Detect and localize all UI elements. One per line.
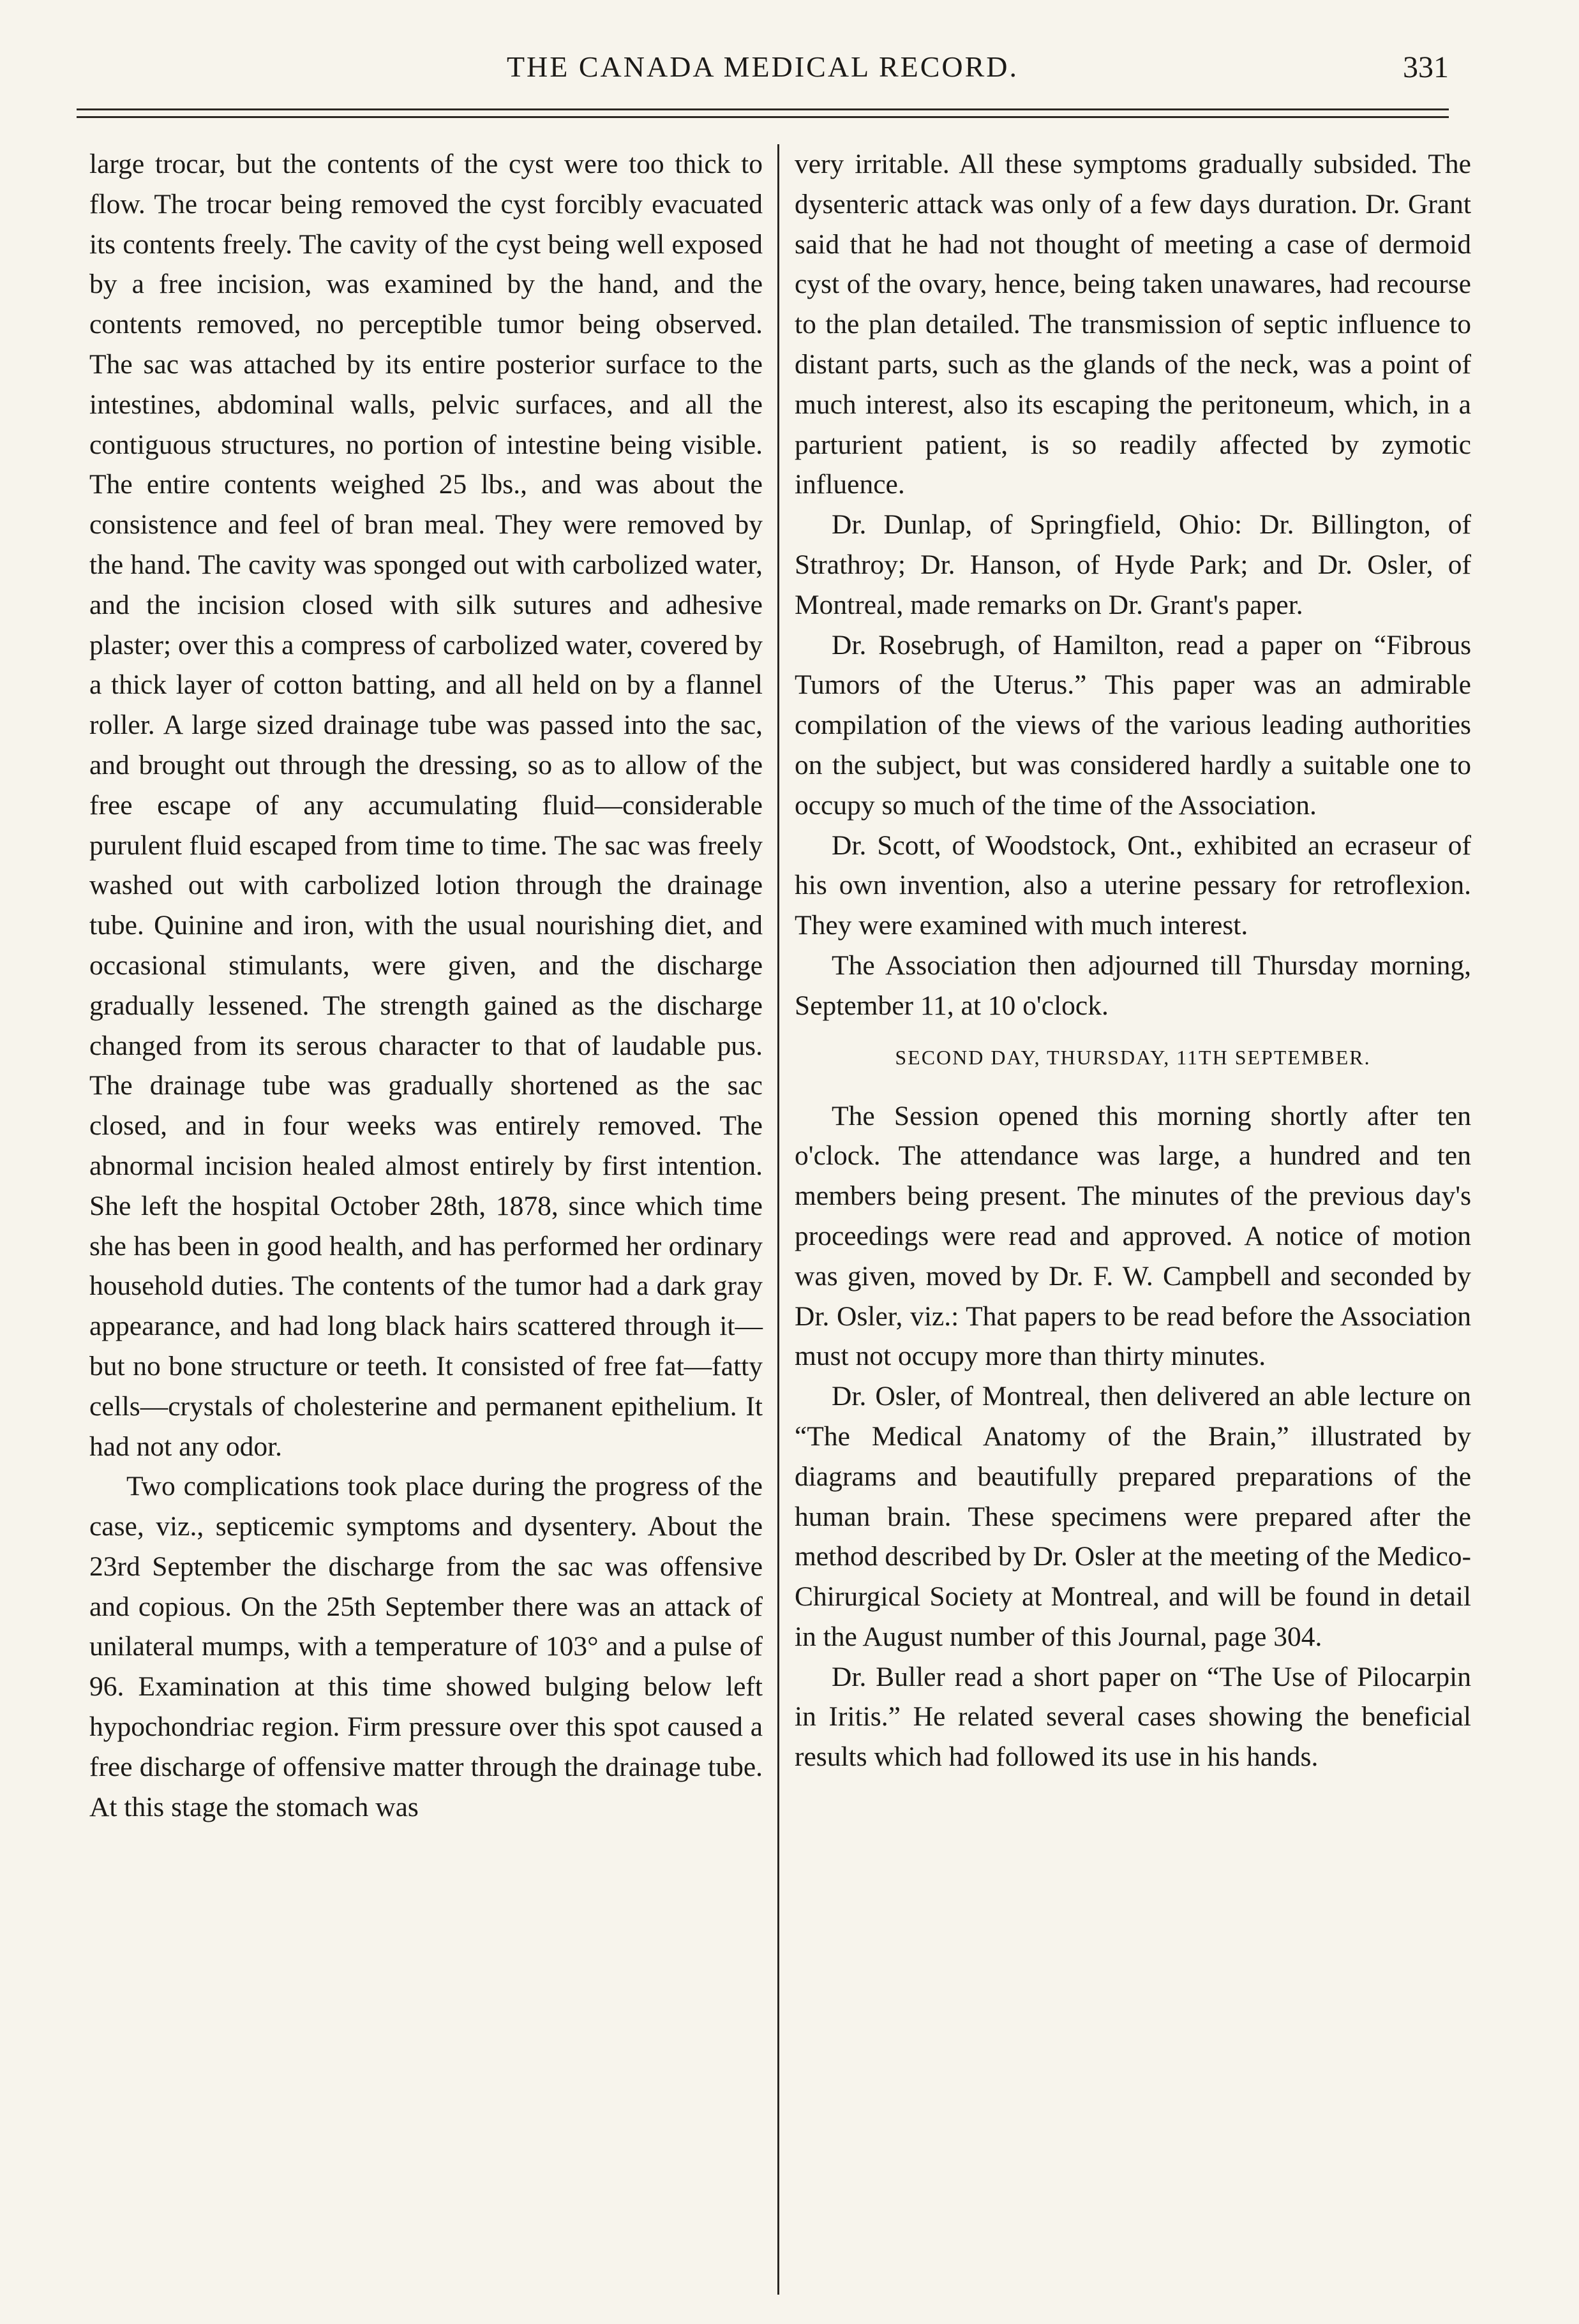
right-paragraph-4: Dr. Scott, of Woodstock, Ont., exhibited an ecraseur of his own invention, also a uterine pessary for retroflexion. They were examined with much interest.	[795, 830, 1471, 941]
right-paragraph-7: Dr. Osler, of Montreal, then delivered an able lecture on “The Medical Anatomy of the Brain,” illustrated by diagrams and beautifully prepared preparations of the human brain. These specimens were prepared after the method described by Dr. Osler at the meeting of the Medico-Chirurgical Society at Montreal, and will be found in detail in the August number of this Journal, page 304.	[795, 1381, 1471, 1652]
right-column	[795, 144, 1471, 1777]
journal-title: THE CANADA MEDICAL RECORD.	[506, 50, 1019, 83]
left-paragraph-1: large trocar, but the contents of the cyst were too thick to flow. The trocar being removed the cyst forcibly evacuated its contents freely. The cavity of the cyst being well exposed by a free incision, was examined by the hand, and the contents removed, no perceptible tumor being observed. The sac was attached by its entire posterior surface to the intestines, abdominal walls, pelvic surfaces, and all the contiguous structures, no portion of intestine being visible. The entire contents weighed 25 lbs., and was about the consistence and feel of bran meal. They were removed by the hand. The cavity was sponged out with carbolized water, and the incision closed with silk sutures and adhesive plaster; over this a compress of carbolized water, covered by a thick layer of cotton batting, and all held on by a flannel roller. A large sized drainage tube was passed into the sac, and brought out through the dressing, so as to allow of the free escape of any accumulating fluid—considerable purulent fluid escaped from time to time. The sac was freely washed out with carbolized lotion through the drainage tube. Quinine and iron, with the usual nourishing diet, and occasional stimulants, were given, and the discharge gradually lessened. The strength gained as the discharge changed from its serous character to that of laudable pus. The drainage tube was gradually shortened as the sac closed, and in four weeks was entirely removed. The abnormal incision healed almost entirely by first intention. She left the hospital October 28th, 1878, since which time she has been in good health, and has performed her ordinary household duties. The contents of the tumor had a dark gray appearance, and had long black hairs scattered through it—but no bone structure or teeth. It consisted of free fat—fatty cells—crystals of cholesterine and permanent epithelium. It had not any odor.	[89, 149, 763, 1462]
column-divider	[777, 144, 779, 2295]
header-rule-top	[77, 108, 1449, 110]
left-column	[89, 144, 763, 1827]
right-paragraph-8: Dr. Buller read a short paper on “The Use of Pilocarpin in Iritis.” He related several cases showing the beneficial results which had followed its use in his hands.	[795, 1661, 1471, 1773]
right-paragraph-3: Dr. Rosebrugh, of Hamilton, read a paper on “Fibrous Tumors of the Uterus.” This paper was an admirable compilation of the views of the various leading authorities on the subject, but was considered hardly a suitable one to occupy so much of the time of the Association.	[795, 629, 1471, 821]
running-head	[77, 50, 1449, 101]
right-paragraph-6: The Session opened this morning shortly after ten o'clock. The attendance was large, a hundred and ten members being present. The minutes of the previous day's proceedings were read and approved. A notice of motion was given, moved by Dr. F. W. Campbell and seconded by Dr. Osler, viz.: That papers to be read before the Association must not occupy more than thirty minutes.	[795, 1100, 1471, 1372]
right-paragraph-5: The Association then adjourned till Thursday morning, September 11, at 10 o'clock.	[795, 950, 1471, 1021]
section-heading: SECOND DAY, THURSDAY, 11TH SEPTEMBER.	[895, 1045, 1371, 1069]
header-rule-bottom	[77, 116, 1449, 118]
left-paragraph-2: Two complications took place during the progress of the case, viz., septicemic symptoms and dysentery. About the 23rd September the discharge from the sac was offensive and copious. On the 25th September there was an attack of unilateral mumps, with a temperature of 103° and a pulse of 96. Examination at this time showed bulging below left hypochondriac region. Firm pressure over this spot caused a free discharge of offensive matter through the drainage tube. At this stage the stomach was	[89, 1471, 763, 1822]
right-paragraph-1: very irritable. All these symptoms gradually subsided. The dysenteric attack was only of a few days duration. Dr. Grant said that he had not thought of meeting a case of dermoid cyst of the ovary, hence, being taken unawares, had recourse to the plan detailed. The transmission of septic influence to distant parts, such as the glands of the neck, was a point of much interest, also its escaping the peritoneum, which, in a parturient patient, is so readily affected by zymotic influence.	[795, 149, 1471, 500]
page-number: 331	[1403, 50, 1449, 84]
right-paragraph-2: Dr. Dunlap, of Springfield, Ohio: Dr. Billington, of Strathroy; Dr. Hanson, of Hyde Park; and Dr. Osler, of Montreal, made remarks on Dr. Grant's paper.	[795, 509, 1471, 620]
